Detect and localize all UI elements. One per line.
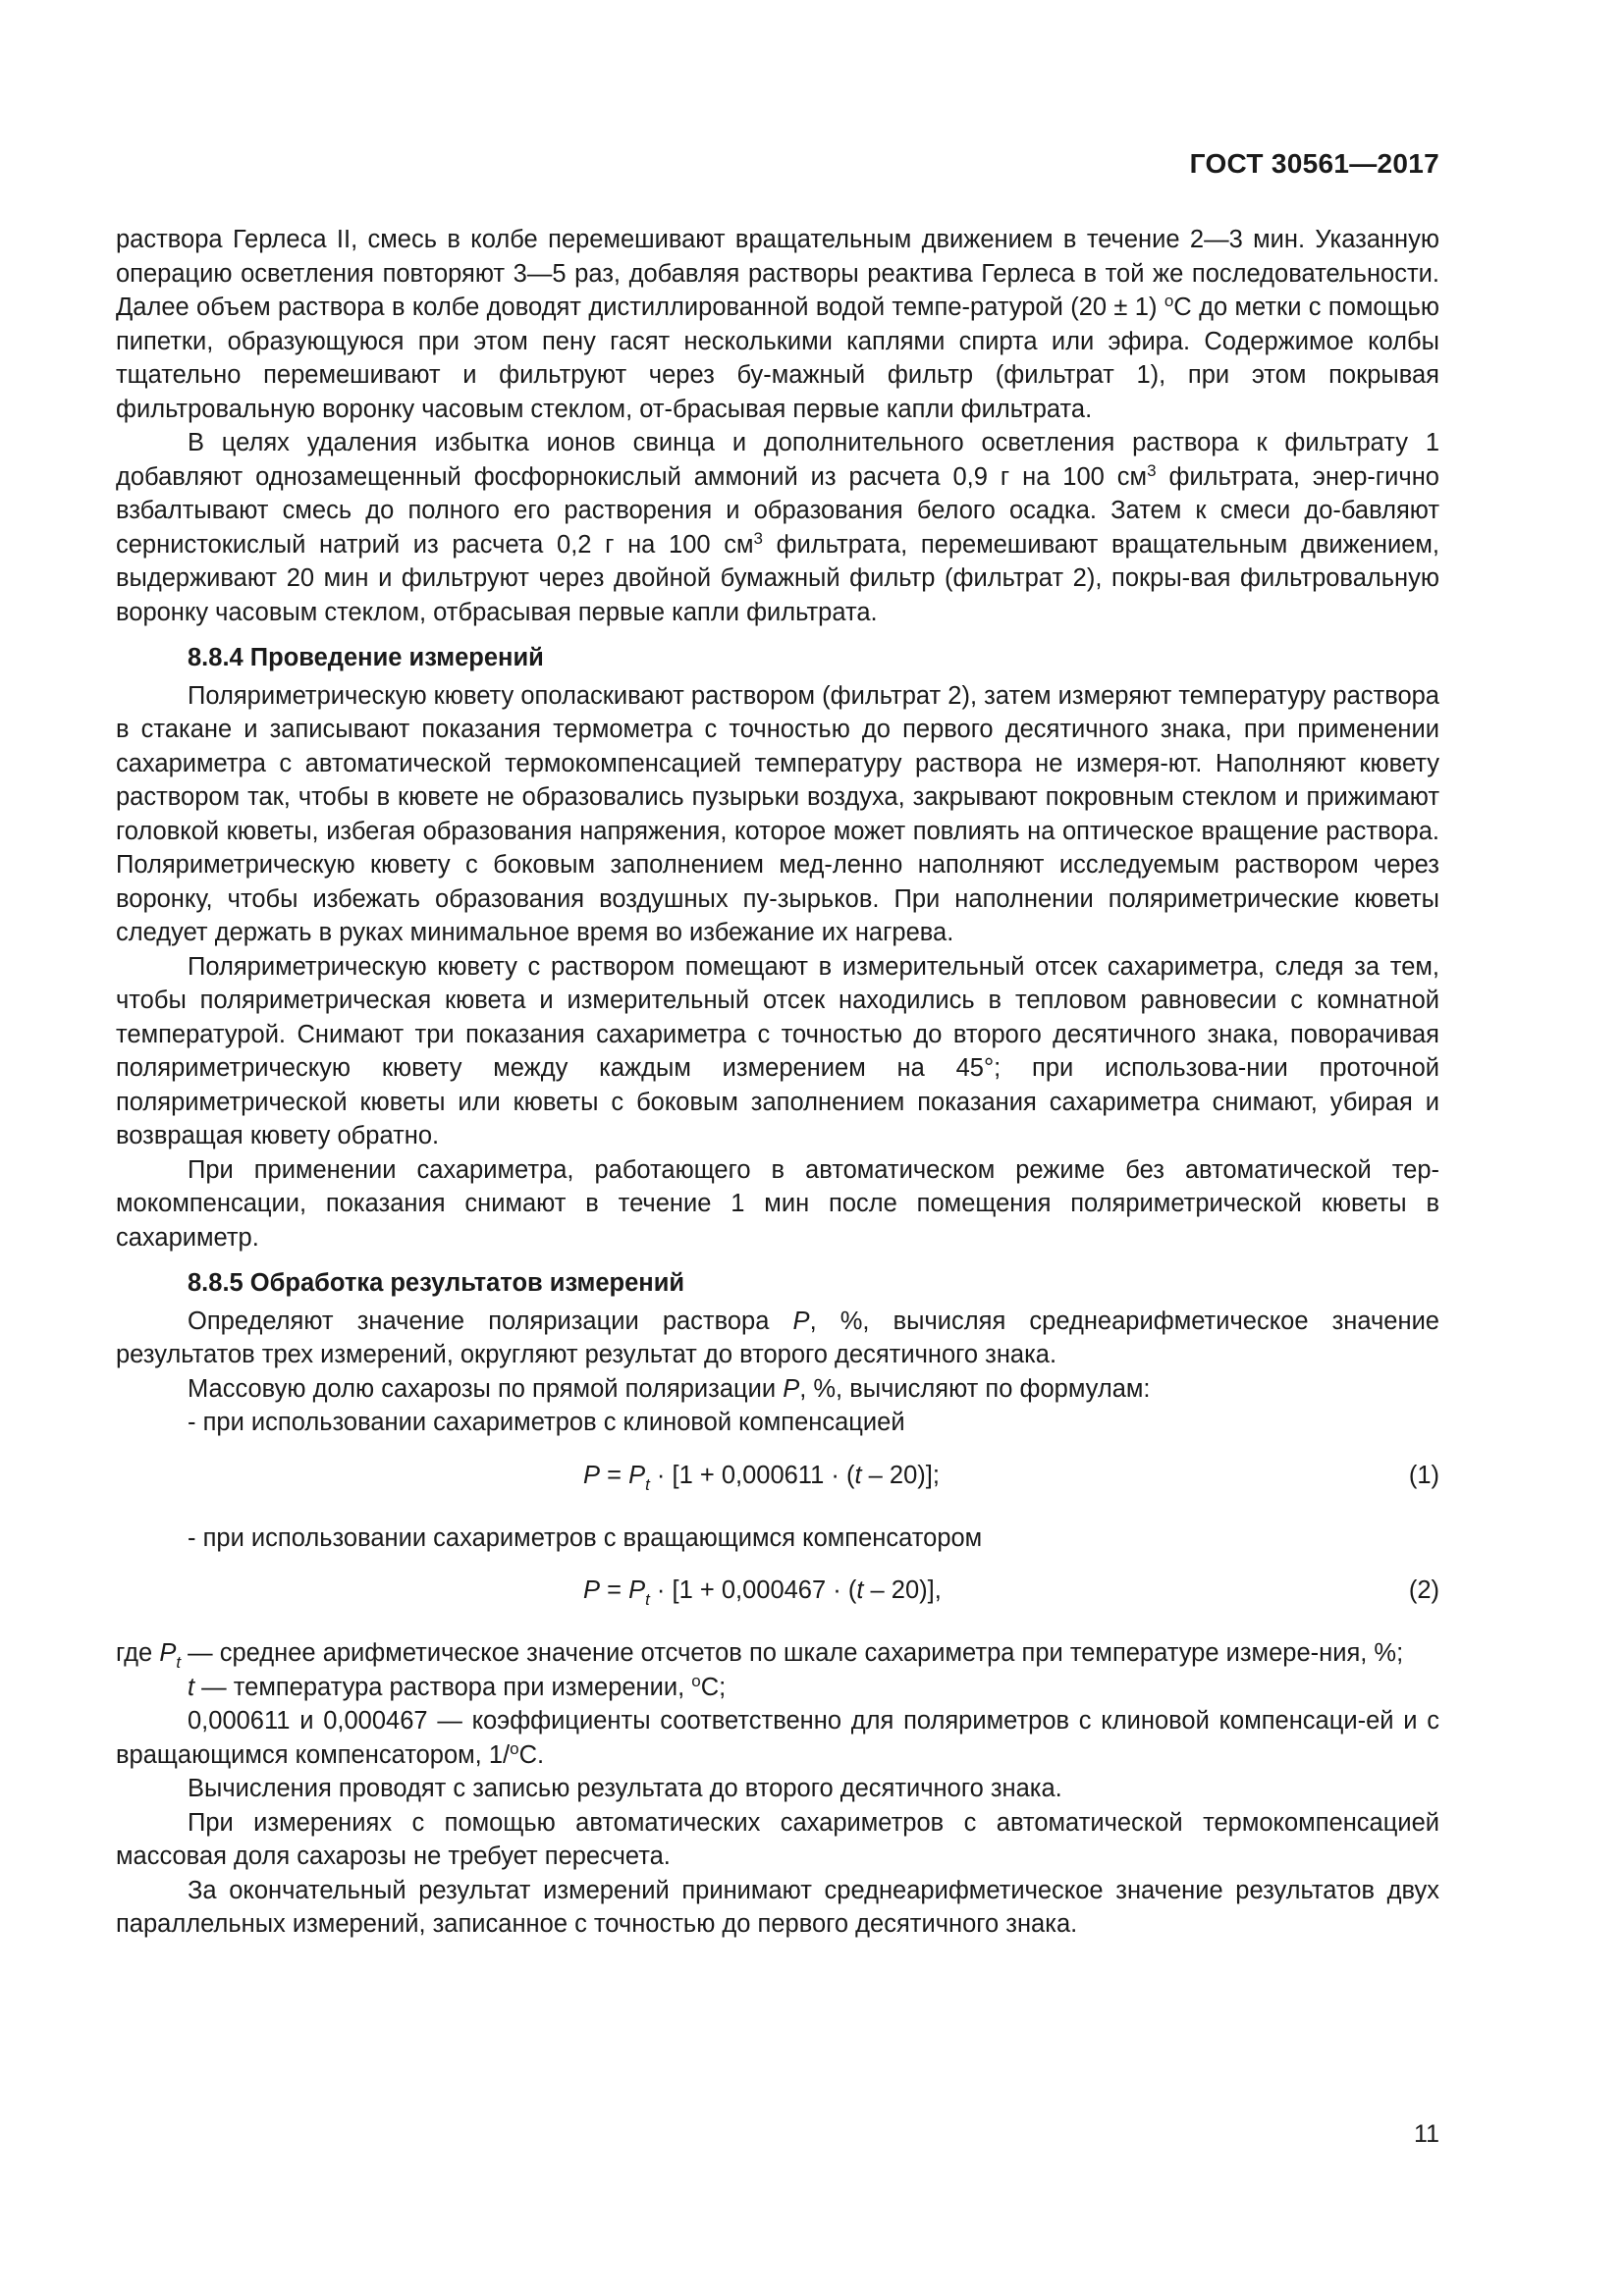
formula-expression: $P = P_t \cdot [1 + 0,000611 \cdot (t - 20)]$; — [583, 1461, 940, 1494]
paragraph: 0,000611 и 0,000467 — коэффициенты соответственно для поляриметров с клиновой компенсаци-ей и с вращающимся компенсатором, 1/$^о$С. — [116, 1707, 1439, 1769]
formula-2 — [116, 1574, 1439, 1607]
paragraph: где $P_t$ — среднее арифметическое значение отсчетов по шкале сахариметра при температуре измере-ния, %; — [116, 1639, 1404, 1672]
paragraph: Определяют значение поляризации раствора P, %, вычисляя среднеарифметическое значение результатов трех измерений, округляют результат до второго десятичного знака. — [116, 1307, 1439, 1368]
paragraph: - при использовании сахариметров с клиновой компенсацией — [188, 1409, 905, 1436]
section-heading: 8.8.5 Обработка результатов измерений — [188, 1269, 685, 1297]
formula-1 — [116, 1459, 1439, 1492]
paragraph: t — температура раствора при измерении, $^о$С; — [188, 1671, 727, 1701]
formula-number: (2) — [1408, 1576, 1439, 1604]
document-body — [116, 223, 1439, 1942]
paragraph: - при использовании сахариметров с вращающимся компенсатором — [188, 1523, 983, 1552]
document-header: ГОСТ 30561—2017 — [1189, 148, 1439, 179]
page-number: 11 — [1414, 2120, 1439, 2148]
paragraph: При измерениях с помощью автоматических сахариметров с автоматической термокомпенсацией массовая доля сахарозы не требует пересчета. — [116, 1808, 1439, 1870]
paragraph: раствора Герлеса II, смесь в колбе перемешивают вращательным движением в течение 2—3 мин. Указанную операцию осветления повторяют 3—5 раз, добавляя растворы реактива Герлеса в той же последовательности. Далее объем раствора в колбе доводят дистиллированной водой темпе-ратурой (20 ± 1) $^о$С до метки с помощью пипетки, образующуюся при этом пену гасят несколькими каплями спирта или эфира. Содержимое колбы тщательно перемешивают и фильтруют через бу-мажный фильтр (фильтрат 1), при этом покрывая фильтровальную воронку часовым стеклом, от-брасывая первые капли фильтрата. — [116, 226, 1439, 423]
paragraph: Поляриметрическую кювету ополаскивают раствором (фильтрат 2), затем измеряют температуру раствора в стакане и записывают показания термометра с точностью до первого десятичного знака, при применении сахариметра с автоматической термокомпенсацией температуру раствора не измеря-ют. Наполняют кювету раствором так, чтобы в кювете не образовались пузырьки воздуха, закрывают покровным стеклом и прижимают головкой кюветы, избегая образования напряжения, которое может повлиять на оптическое вращение раствора. Поляриметрическую кювету с боковым заполнением мед-ленно наполняют исследуемым раствором через воронку, чтобы избежать образования воздушных пу-зырьков. При наполнении поляриметрические кюветы следует держать в руках минимальное время во избежание их нагрева. — [116, 681, 1439, 946]
paragraph: При применении сахариметра, работающего в автоматическом режиме без автоматической тер-мокомпенсации, показания снимают в течение 1 мин после помещения поляриметрической кюветы в сахариметр. — [116, 1155, 1439, 1252]
paragraph: Массовую долю сахарозы по прямой поляризации P, %, вычисляют по формулам: — [188, 1374, 1151, 1403]
paragraph: В целях удаления избытка ионов свинца и дополнительного осветления раствора к фильтрату 1 добавляют однозамещенный фосфорнокислый аммоний из расчета 0,9 г на 100 $см^3$ фильтрата, энер-гично взбалтывают смесь до полного его растворения и образования белого осадка. Затем к смеси до-бавляют сернистокислый натрий из расчета 0,2 г на 100 $см^3$ фильтрата, перемешивают вращательным движением, выдерживают 20 мин и фильтруют через двойной бумажный фильтр (фильтрат 2), покры-вая фильтровальную воронку часовым стеклом, отбрасывая первые капли фильтрата. — [116, 429, 1440, 626]
formula-number: (1) — [1408, 1461, 1439, 1489]
paragraph: Поляриметрическую кювету с раствором помещают в измерительный отсек сахариметра, следя за тем, чтобы поляриметрическая кювета и измерительный отсек находились в тепловом равновесии с комнатной температурой. Снимают три показания сахариметра с точностью до второго десятичного знака, поворачивая поляриметрическую кювету между каждым измерением на 45°; при использова-нии проточной поляриметрической кюветы или кюветы с боковым заполнением показания сахариметра снимают, убирая и возвращая кювету обратно. — [116, 952, 1439, 1149]
paragraph: За окончательный результат измерений принимают среднеарифметическое значение результатов двух параллельных измерений, записанное с точностью до первого десятичного знака. — [116, 1876, 1439, 1938]
formula-expression: $P = P_t \cdot [1 + 0,000467 \cdot (t - 20)]$, — [583, 1576, 942, 1609]
paragraph: Вычисления проводят с записью результата до второго десятичного знака. — [188, 1775, 1062, 1802]
section-heading: 8.8.4 Проведение измерений — [188, 644, 544, 671]
